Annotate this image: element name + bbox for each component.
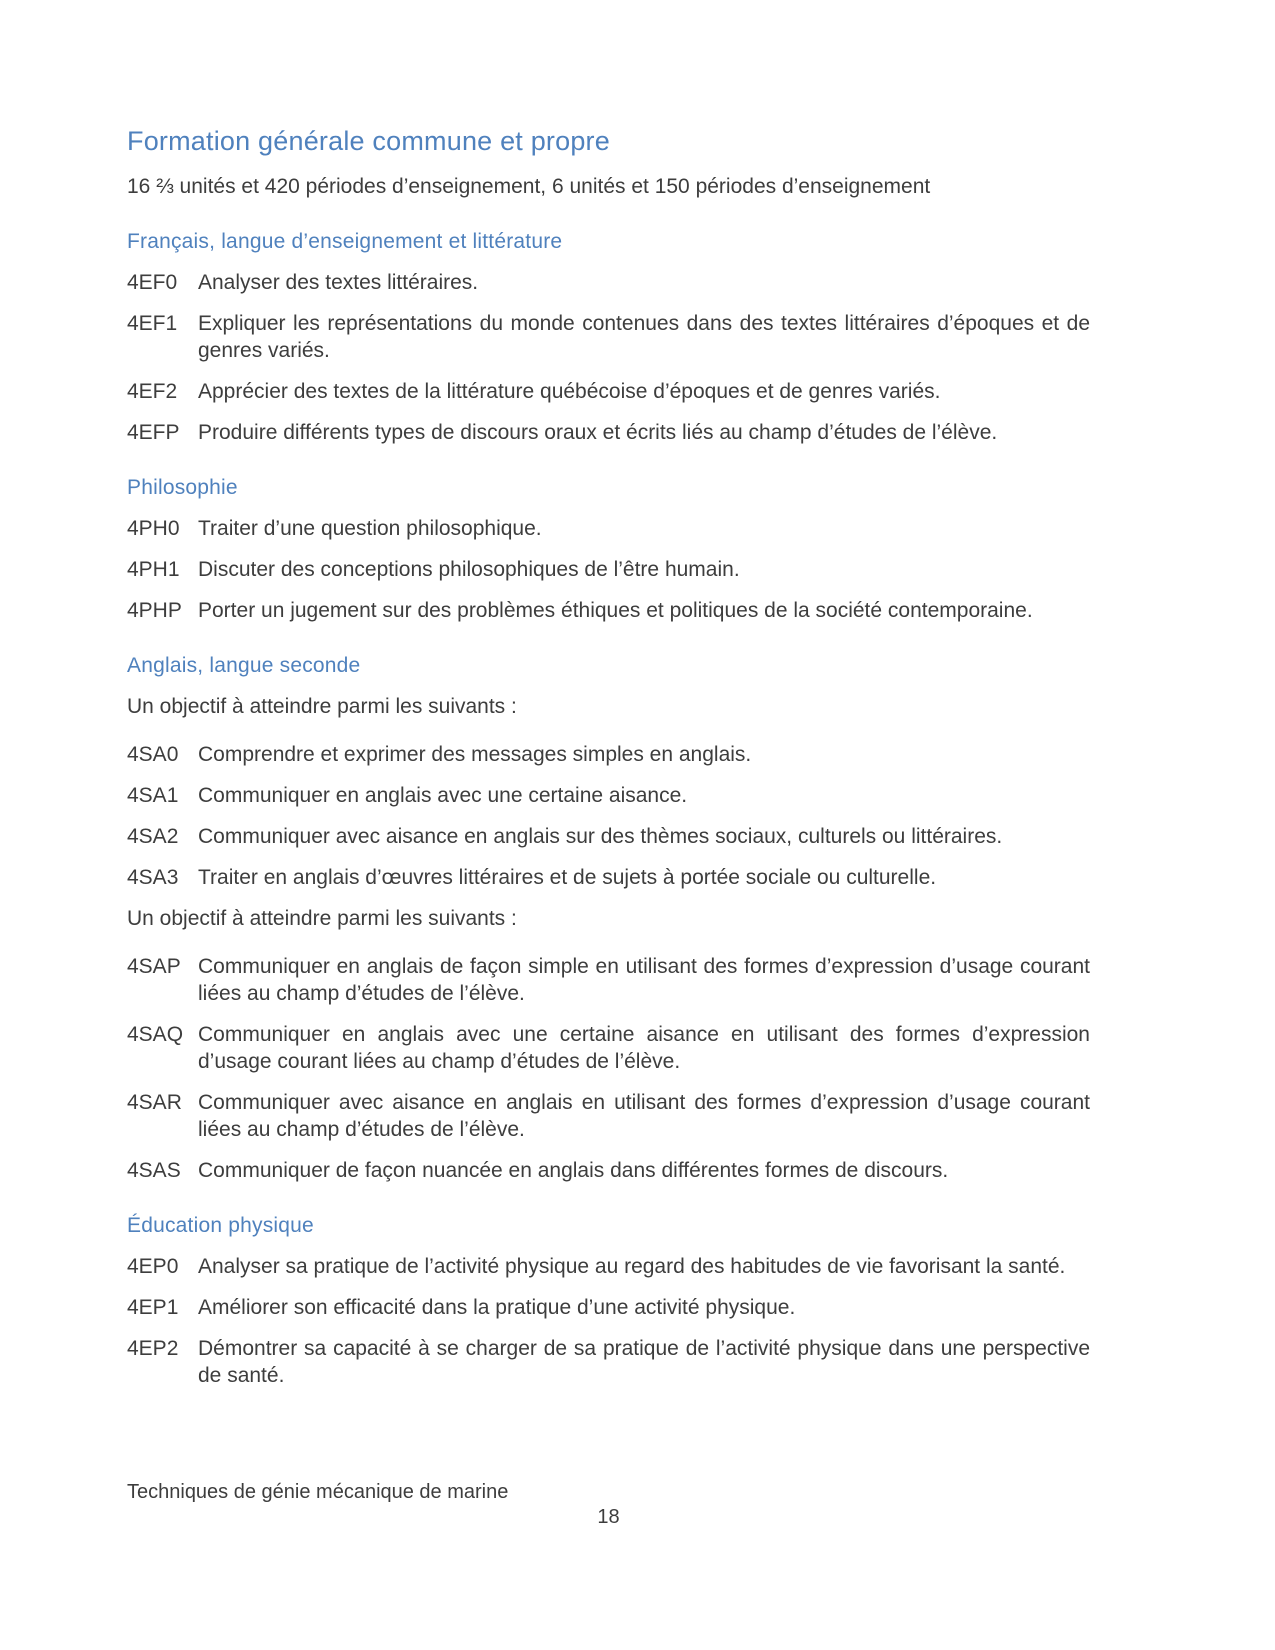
objective-text: Communiquer en anglais de façon simple en utilisant des formes d’expression d’usage courant liées au champ d’études de l’élève. (198, 955, 1090, 1005)
section-heading: Anglais, langue seconde (127, 654, 361, 677)
objective-text: Comprendre et exprimer des messages simples en anglais. (198, 743, 752, 766)
section (127, 476, 1090, 624)
section-heading: Philosophie (127, 476, 238, 499)
objective-code: 4EF1 (127, 312, 178, 335)
objective-text: Communiquer avec aisance en anglais en utilisant des formes d’expression d’usage courant liées au champ d’études de l’élève. (198, 1091, 1090, 1141)
intro-text: Un objectif à atteindre parmi les suivants : (127, 695, 517, 718)
objective-text: Traiter d’une question philosophique. (198, 517, 542, 540)
objective-item (127, 953, 1090, 1007)
objective-code: 4EFP (127, 421, 180, 444)
objective-text: Communiquer de façon nuancée en anglais dans différentes formes de discours. (198, 1159, 949, 1182)
objective-text: Communiquer en anglais avec une certaine aisance en utilisant des formes d’expression d’usage courant liées au champ d’études de l’élève. (198, 1023, 1090, 1073)
objective-text: Expliquer les représentations du monde contenues dans des textes littéraires d’époques et de genres variés. (198, 312, 1090, 362)
objective-code: 4SAS (127, 1159, 181, 1182)
objective-item (127, 597, 1090, 624)
objective-code: 4SA3 (127, 866, 179, 889)
objective-item (127, 378, 1090, 405)
objective-code: 4SAR (127, 1091, 182, 1114)
page-title: Formation générale commune et propre (127, 126, 610, 156)
objective-code: 4SAQ (127, 1023, 184, 1046)
objective-item (127, 741, 1090, 768)
objective-text: Communiquer en anglais avec une certaine aisance. (198, 784, 688, 807)
objective-item (127, 1021, 1090, 1075)
objective-code: 4EF0 (127, 271, 178, 294)
objective-code: 4EP0 (127, 1255, 179, 1278)
objective-item (127, 864, 1090, 891)
objective-item (127, 1089, 1090, 1143)
section (127, 654, 1090, 1184)
page-subtitle: 16 ⅔ unités et 420 périodes d’enseignement, 6 unités et 150 périodes d’enseignement (127, 175, 931, 198)
objective-code: 4SA0 (127, 743, 179, 766)
objective-text: Communiquer avec aisance en anglais sur des thèmes sociaux, culturels ou littéraires. (198, 825, 1003, 848)
objective-code: 4EP2 (127, 1337, 179, 1360)
section-heading: Français, langue d’enseignement et littérature (127, 230, 563, 253)
objective-text: Améliorer son efficacité dans la pratique d’une activité physique. (198, 1296, 796, 1319)
objective-code: 4SA1 (127, 784, 179, 807)
objective-item (127, 1335, 1090, 1389)
objective-code: 4EP1 (127, 1296, 179, 1319)
section (127, 1214, 1090, 1389)
objective-item (127, 310, 1090, 364)
objective-item (127, 823, 1090, 850)
page-content (127, 126, 1090, 1403)
page-number: 18 (597, 1506, 620, 1528)
objective-item (127, 1253, 1090, 1280)
objective-text: Produire différents types de discours oraux et écrits liés au champ d’études de l’élève. (198, 421, 998, 444)
objective-text: Porter un jugement sur des problèmes éthiques et politiques de la société contemporaine. (198, 599, 1033, 622)
objective-item (127, 556, 1090, 583)
section (127, 230, 1090, 446)
objective-text: Analyser des textes littéraires. (198, 271, 479, 294)
intro-text: Un objectif à atteindre parmi les suivants : (127, 907, 517, 930)
objective-text: Démontrer sa capacité à se charger de sa pratique de l’activité physique dans une perspective de santé. (198, 1337, 1090, 1387)
objective-text: Traiter en anglais d’œuvres littéraires et de sujets à portée sociale ou culturelle. (198, 866, 937, 889)
objective-item (127, 1294, 1090, 1321)
footer-text: Techniques de génie mécanique de marine (127, 1481, 509, 1503)
sections (127, 230, 1090, 1389)
objective-code: 4SAP (127, 955, 181, 978)
objective-code: 4PH0 (127, 517, 180, 540)
objective-item (127, 782, 1090, 809)
objective-item (127, 515, 1090, 542)
objective-code: 4PHP (127, 599, 182, 622)
section-heading: Éducation physique (127, 1214, 314, 1237)
objective-code: 4EF2 (127, 380, 178, 403)
objective-text: Analyser sa pratique de l’activité physique au regard des habitudes de vie favorisant la santé. (198, 1255, 1066, 1278)
objective-code: 4SA2 (127, 825, 179, 848)
objective-item (127, 419, 1090, 446)
objective-text: Discuter des conceptions philosophiques de l’être humain. (198, 558, 740, 581)
objective-item (127, 269, 1090, 296)
objective-text: Apprécier des textes de la littérature québécoise d’époques et de genres variés. (198, 380, 941, 403)
objective-item (127, 1157, 1090, 1184)
objective-code: 4PH1 (127, 558, 180, 581)
